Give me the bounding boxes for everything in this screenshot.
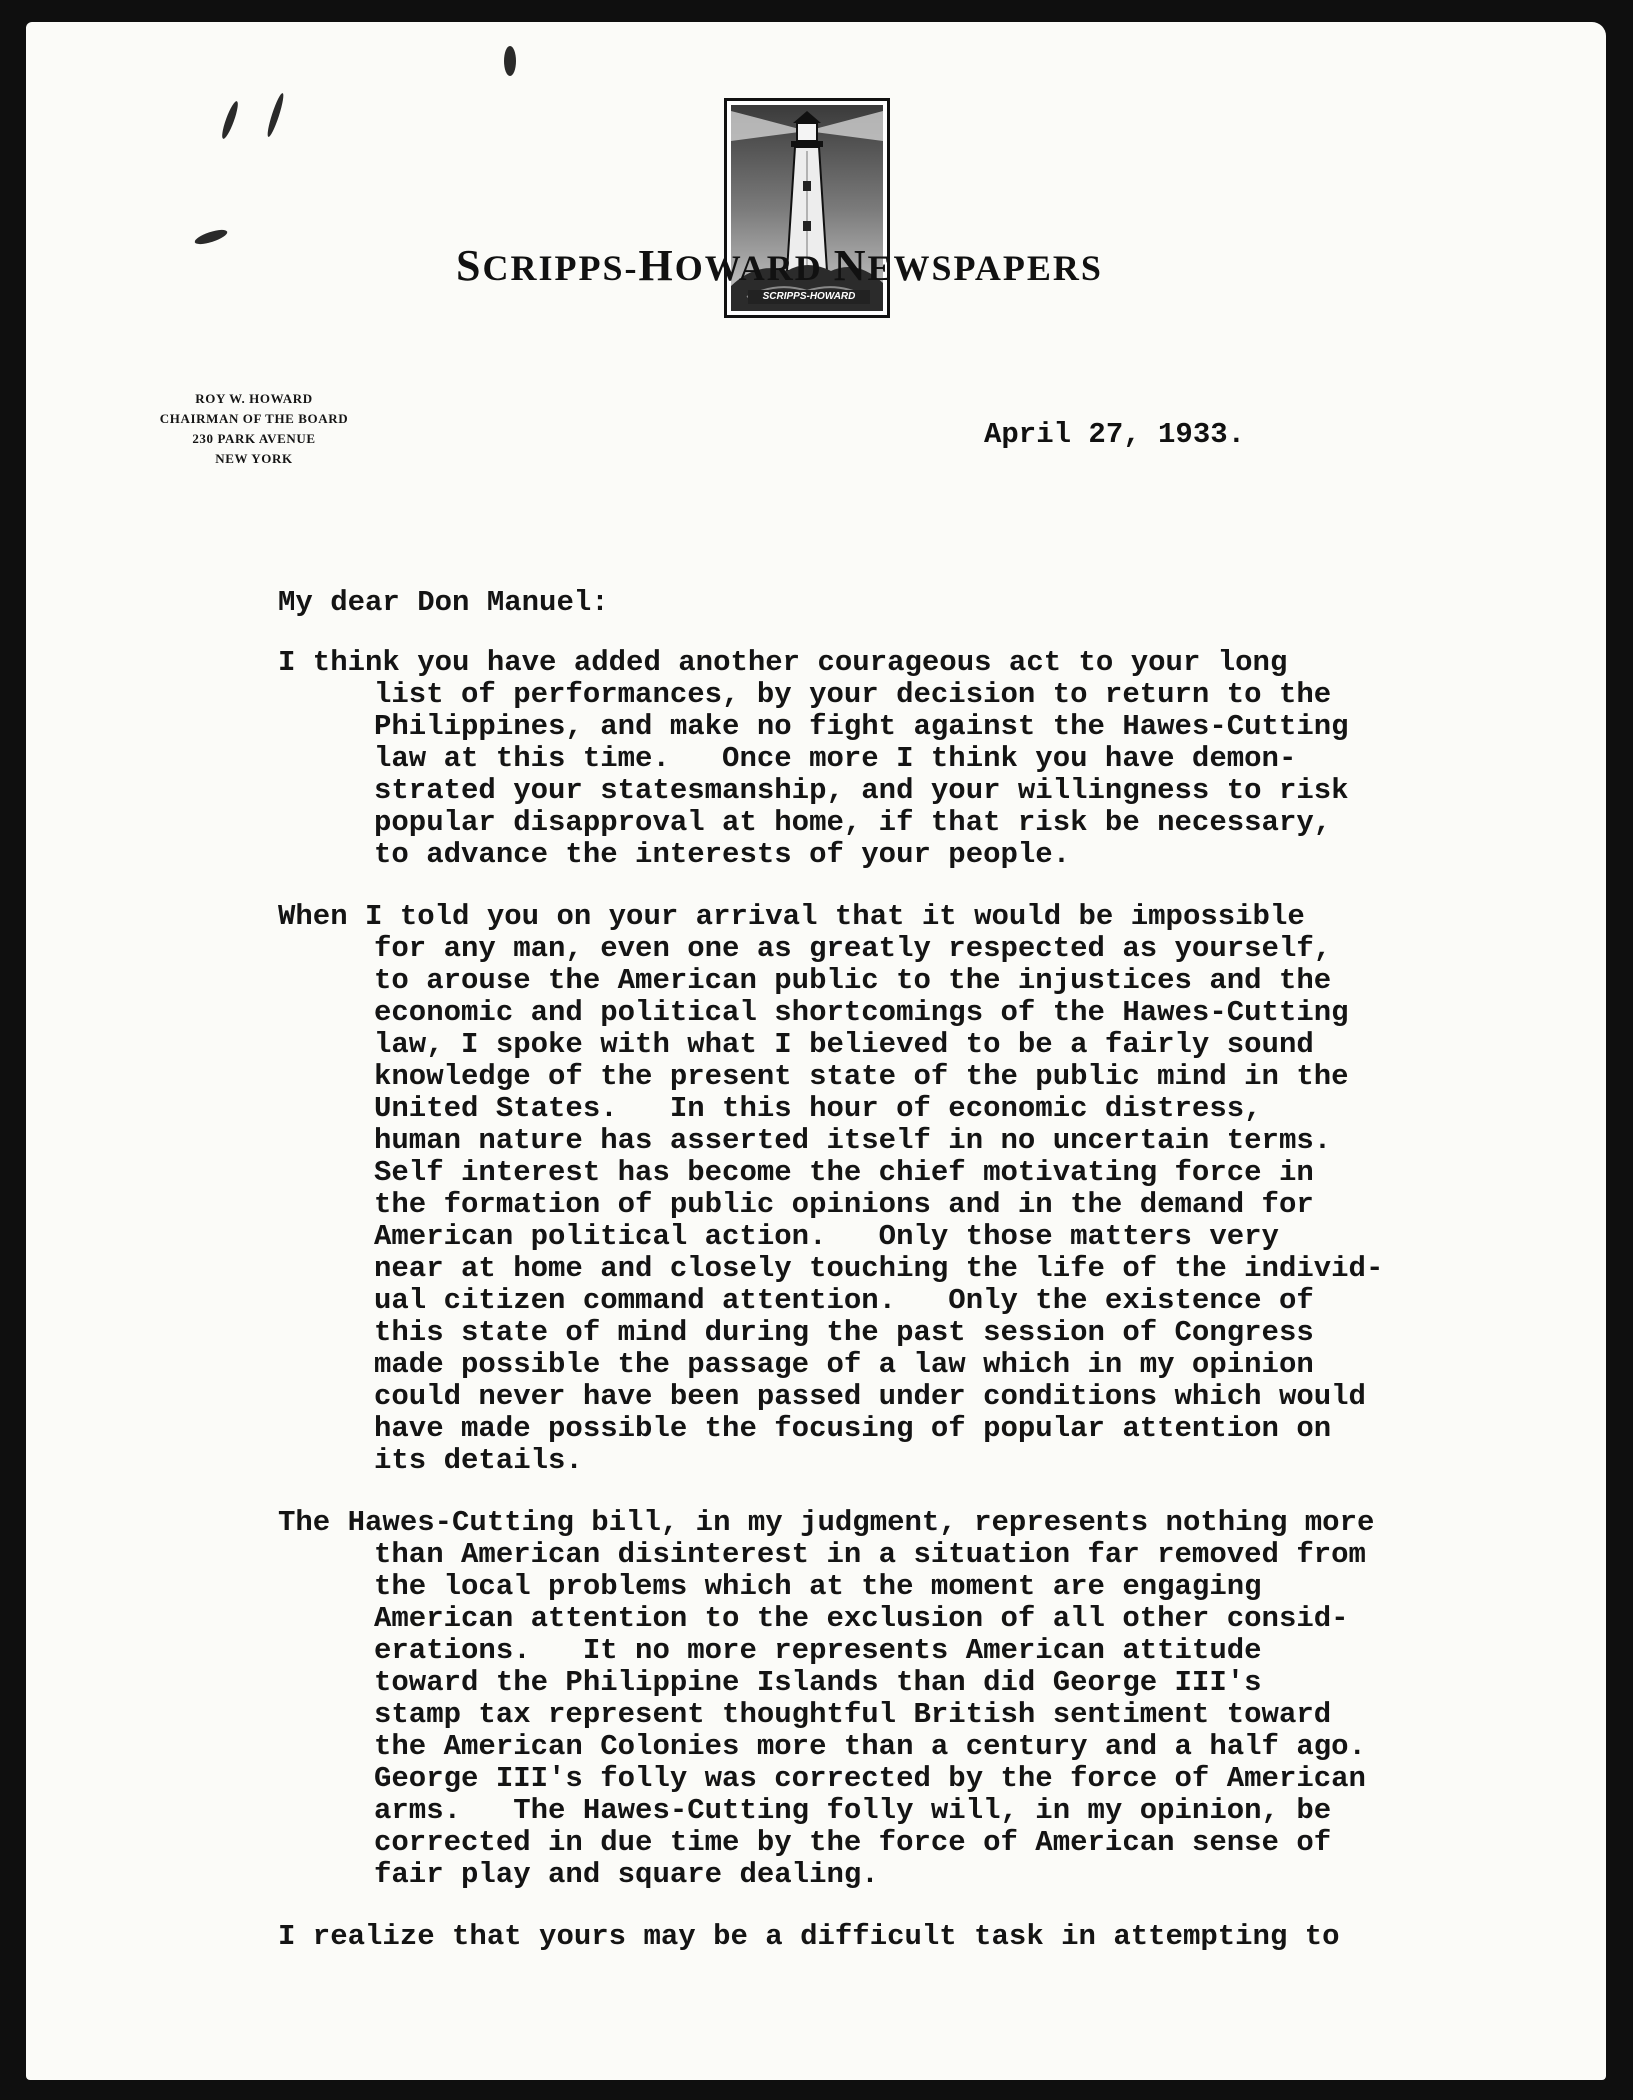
ink-smudge [193, 227, 228, 247]
paragraph-line: United States. In this hour of economic distress, [374, 1092, 1262, 1125]
paragraph-line: human nature has asserted itself in no uncertain terms. [374, 1124, 1332, 1157]
paragraph-line: economic and political shortcomings of the Hawes-Cutting [374, 996, 1349, 1029]
paragraph-line: law at this time. Once more I think you have demon- [374, 742, 1297, 775]
paragraph-line: for any man, even one as greatly respected as yourself, [374, 932, 1332, 965]
letter-body [278, 587, 1528, 1983]
paragraph-line: toward the Philippine Islands than did George III's [374, 1666, 1262, 1699]
paragraph-line: law, I spoke with what I believed to be a fairly sound [374, 1028, 1314, 1061]
paragraph-line: the local problems which at the moment are engaging [374, 1570, 1262, 1603]
paragraph-line: fair play and square dealing. [374, 1858, 879, 1891]
paragraph-line: to advance the interests of your people. [374, 838, 1071, 871]
paragraph-line: The Hawes-Cutting bill, in my judgment, represents nothing more [278, 1506, 1375, 1539]
sender-name: ROY W. HOWARD [195, 391, 313, 406]
paragraph-line: near at home and closely touching the life of the individ- [374, 1252, 1384, 1285]
paragraph [278, 1507, 1528, 1891]
ink-smudge [265, 92, 286, 138]
paragraph-line: stamp tax represent thoughtful British sentiment toward [374, 1698, 1332, 1731]
paragraph-line: When I told you on your arrival that it would be impossible [278, 900, 1305, 933]
ink-smudge [504, 46, 516, 76]
paragraph [278, 647, 1528, 871]
sender-city: NEW YORK [215, 451, 293, 466]
paragraph-line: popular disapproval at home, if that risk be necessary, [374, 806, 1332, 839]
paragraph-line: Self interest has become the chief motivating force in [374, 1156, 1314, 1189]
paragraph-line: made possible the passage of a law which in my opinion [374, 1348, 1314, 1381]
sender-block [120, 389, 388, 469]
paragraph-line: could never have been passed under conditions which would [374, 1380, 1366, 1413]
paragraph-line: corrected in due time by the force of American sense of [374, 1826, 1332, 1859]
sender-title: CHAIRMAN OF THE BOARD [159, 411, 349, 426]
paragraph-line: I think you have added another courageous act to your long [278, 646, 1288, 679]
paragraph-line: its details. [374, 1444, 583, 1477]
paragraph-line: the formation of public opinions and in the demand for [374, 1188, 1314, 1221]
letter-date: April 27, 1933. [984, 418, 1246, 451]
paragraph-line: ual citizen command attention. Only the existence of [374, 1284, 1314, 1317]
paragraph-line: arms. The Hawes-Cutting folly will, in my opinion, be [374, 1794, 1332, 1827]
paragraph-line: strated your statesmanship, and your willingness to risk [374, 774, 1349, 807]
sender-address: 230 PARK AVENUE [192, 431, 316, 446]
logo-label: SCRIPPS-HOWARD [748, 290, 870, 304]
paragraph-line: have made possible the focusing of popular attention on [374, 1412, 1332, 1445]
paragraph-line: American political action. Only those matters very [374, 1220, 1279, 1253]
paragraph-line: erations. It no more represents American attitude [374, 1634, 1262, 1667]
paragraph [278, 1921, 1528, 1953]
paragraph-line: to arouse the American public to the injustices and the [374, 964, 1332, 997]
paragraph-line: the American Colonies more than a century and a half ago. [374, 1730, 1366, 1763]
paragraph-line: Philippines, and make no fight against the Hawes-Cutting [374, 710, 1349, 743]
paragraph-list [278, 647, 1528, 1953]
salutation: My dear Don Manuel: [278, 586, 609, 619]
paragraph-line: knowledge of the present state of the public mind in the [374, 1060, 1349, 1093]
paragraph-line: list of performances, by your decision to return to the [374, 678, 1332, 711]
paragraph-line: George III's folly was corrected by the force of American [374, 1762, 1366, 1795]
paragraph-line: I realize that yours may be a difficult task in attempting to [278, 1920, 1340, 1953]
paragraph-line: than American disinterest in a situation far removed from [374, 1538, 1366, 1571]
ink-smudge [219, 100, 240, 140]
letter-page [26, 22, 1606, 2080]
paragraph [278, 901, 1528, 1477]
masthead-title: SCRIPPS-HOWARD NEWSPAPERS [456, 241, 1103, 290]
paragraph-line: this state of mind during the past session of Congress [374, 1316, 1314, 1349]
paragraph-line: American attention to the exclusion of all other consid- [374, 1602, 1349, 1635]
